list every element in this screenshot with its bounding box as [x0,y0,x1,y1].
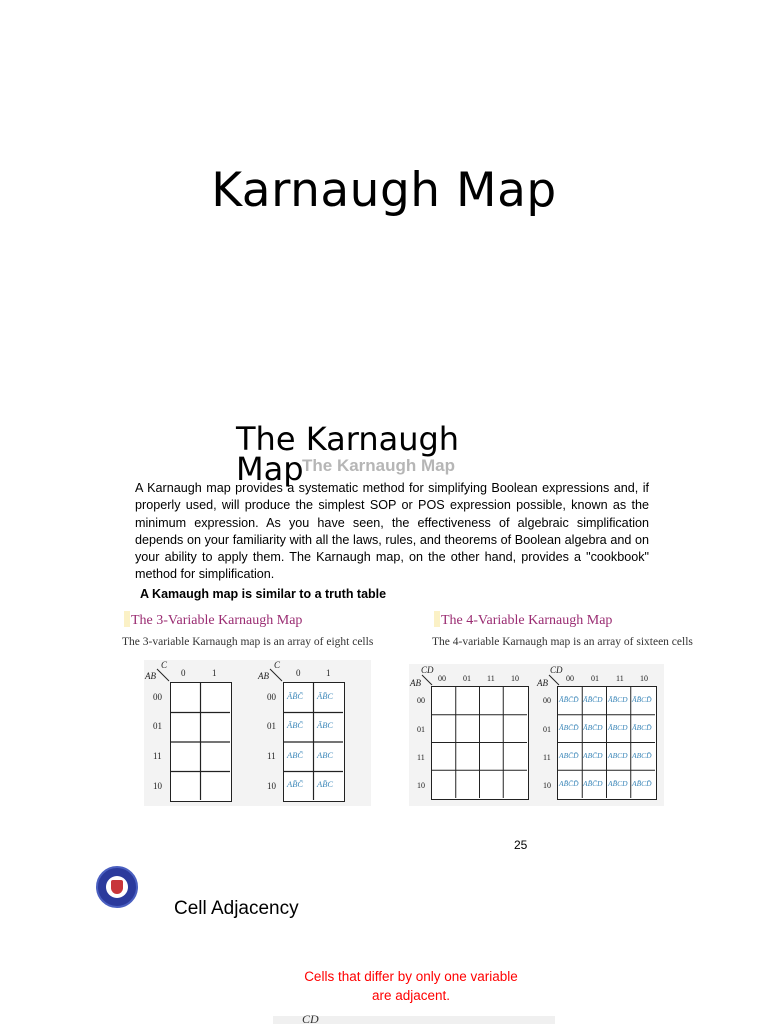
kmap-4-row-var: AB [537,678,548,688]
adjacency-note: Cells that differ by only one variable are adjacent. [304,969,518,1003]
kmap-cell: AB̄C̄D̄ [559,779,579,788]
kmap-3-row-var: AB [258,671,269,681]
col-label: 0 [296,668,301,678]
figure-3-subtitle: The 3-variable Karnaugh map is an array of eight cells [122,636,374,648]
kmap-cell: ĀB̄C̄D [583,695,603,704]
kmap-grid [431,686,529,800]
kmap-3-empty [144,660,262,806]
kmap-grid [283,682,345,802]
col-label: 00 [438,674,446,683]
kmap-cell: ABC [317,750,334,760]
row-label: 00 [543,696,551,705]
row-label: 00 [267,692,276,702]
diagonal-divider [156,668,170,682]
figure-4-subtitle: The 4-variable Karnaugh map is an array of sixteen cells [432,636,693,648]
col-label: 01 [591,674,599,683]
kmap-cell: ABC̄D [583,751,603,760]
row-label: 01 [543,725,551,734]
row-label: 01 [267,721,276,731]
row-label: 00 [417,696,425,705]
kmap-cell: ABCD [608,751,628,760]
cropped-figure-label: CD [302,1012,319,1026]
col-label: 01 [463,674,471,683]
row-label: 10 [417,781,425,790]
col-label: 0 [181,668,186,678]
col-label: 10 [511,674,519,683]
kmap-3-filled [257,660,371,806]
kmap-4-col-var: CD [550,665,563,675]
kmap-grid [557,686,657,800]
col-label: 00 [566,674,574,683]
grid-lines [432,687,527,798]
diagonal-divider [269,668,283,682]
page-title: Karnaugh Map [211,163,557,218]
kmap-3-empty-row-var: AB [145,671,156,681]
figure-4-title: The 4-Variable Karnaugh Map [432,610,615,630]
figure-3-title: The 3-Variable Karnaugh Map [122,610,305,630]
kmap-cell: ĀB̄CD [608,695,628,704]
kmap-cell: AB̄CD̄ [632,779,652,788]
kmap-cell: ABCD̄ [632,751,652,760]
kmap-cell: ĀBC [317,720,334,730]
kmap-cell: ĀB̄C [317,691,334,701]
col-label: 1 [212,668,217,678]
page-number: 25 [514,838,528,852]
kmap-4-empty [409,664,537,806]
section-title: The Karnaugh Map [236,420,460,488]
kmap-cell: AB̄CD [608,779,628,788]
cell-adjacency-title: Cell Adjacency [174,898,299,919]
row-label: 10 [543,781,551,790]
kmap-3-empty-col-var: C [161,660,168,670]
logo-shield-icon [111,880,123,894]
row-label: 01 [153,721,162,731]
institution-logo-icon [96,866,138,908]
diagonal-divider [548,674,560,686]
kmap-cell: AB̄C̄ [287,779,304,789]
kmap-4-filled [536,664,664,806]
kmap-cell: ĀB̄C̄D̄ [559,695,579,704]
row-label: 10 [267,781,276,791]
col-label: 11 [487,674,495,683]
grid-lines [171,683,230,800]
kmap-cell: ĀBC̄D [583,723,603,732]
kmap-cell: ĀB̄CD̄ [632,695,652,704]
kmap-4-empty-row-var: AB [410,678,421,688]
row-label: 01 [417,725,425,734]
col-label: 1 [326,668,331,678]
diagonal-divider [421,674,433,686]
kmap-cell: ĀBC̄ [287,720,304,730]
kmap-cell: ĀBCD [608,723,628,732]
kmap-4-empty-col-var: CD [421,665,434,675]
figure-3-variable [122,610,372,810]
row-label: 11 [417,753,425,762]
col-label: 10 [640,674,648,683]
kmap-cell: ĀB̄C̄ [287,691,304,701]
col-label: 11 [616,674,624,683]
row-label: 11 [267,751,276,761]
subheading: A Kamaugh map is similar to a truth table [140,587,387,601]
kmap-grid [170,682,232,802]
kmap-3-col-var: C [274,660,281,670]
kmap-cell: ĀBC̄D̄ [559,723,579,732]
kmap-cell: ĀBCD̄ [632,723,652,732]
intro-paragraph: A Karnaugh map provides a systematic method for simplifying Boolean expressions and, if properly used, will produce the simplest SOP or POS expression possible, known as the minimum expression. As you have seen, the effectiveness of algebraic simplification depends on your familiarity with all the laws, rules, and theorems of Boolean algebra and on your ability to apply them. The Karnaugh map, on the other hand, provides a "cookbook" method for simplification. [135,481,649,582]
kmap-cell: AB̄C̄D [583,779,603,788]
row-label: 10 [153,781,162,791]
kmap-cell: AB̄C [317,779,334,789]
kmap-cell: ABC̄ [287,750,304,760]
row-label: 11 [153,751,162,761]
section-title-shadow: The Karnaugh Map [302,456,456,475]
kmap-cell: ABC̄D̄ [559,751,579,760]
row-label: 00 [153,692,162,702]
row-label: 11 [543,753,551,762]
